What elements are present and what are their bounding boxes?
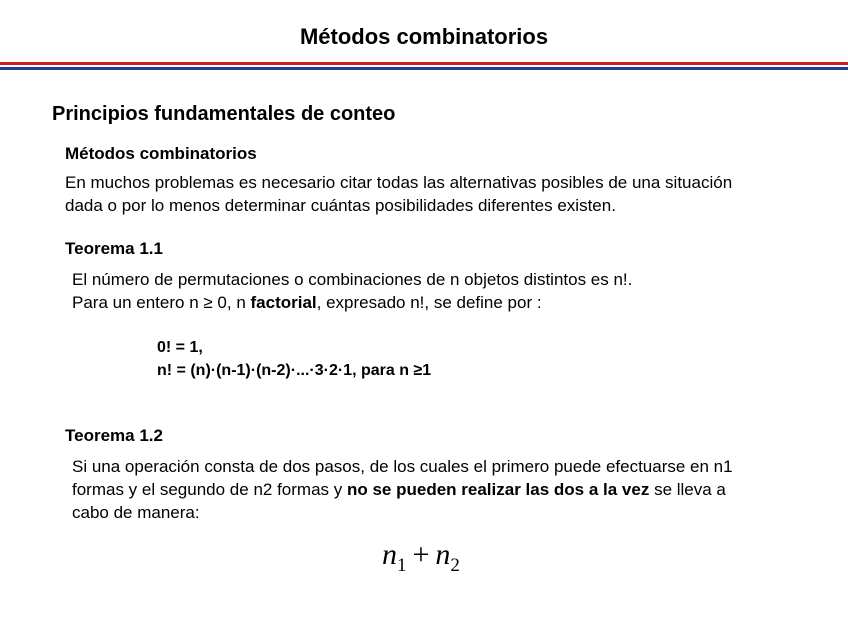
methods-line-1: En muchos problemas es necesario citar todas las alternativas posibles de una situación	[65, 173, 733, 192]
theorem-1-1-line-2-prefix: Para un entero n ≥ 0, n	[72, 293, 251, 312]
page-title: Métodos combinatorios	[299, 24, 549, 49]
formula-line-1: 0! = 1,	[157, 339, 203, 356]
theorem-1-2-emphasis: no se pueden realizar las dos a la vez	[346, 480, 650, 499]
theorem-1-2-line-1: Si una operación consta de dos pasos, de los cuales el primero puede efectuarse en n1	[72, 457, 733, 476]
methods-line-2: dada o por lo menos determinar cuántas posibilidades diferentes existen.	[65, 196, 616, 215]
theorem-1-2-heading: Teorema 1.2	[65, 426, 163, 445]
sum-formula	[382, 538, 460, 577]
methods-paragraph	[65, 171, 732, 217]
math-var-1: n	[382, 538, 397, 571]
factorial-term: factorial	[250, 293, 317, 312]
math-operator: +	[412, 538, 430, 571]
theorem-1-2-paragraph	[72, 455, 733, 524]
theorem-1-1-heading: Teorema 1.1	[65, 239, 163, 258]
factorial-formula	[157, 336, 431, 382]
methods-heading: Métodos combinatorios	[65, 144, 257, 163]
theorem-1-2-line-3: cabo de manera:	[72, 503, 200, 522]
math-sub-1: 1	[397, 555, 407, 576]
theorem-1-1-paragraph	[72, 268, 632, 314]
theorem-1-1-line-2-suffix: , expresado n!, se define por :	[316, 293, 542, 312]
theorem-1-2-line-2	[72, 478, 733, 501]
math-var-2: n	[435, 538, 451, 571]
section-title: Principios fundamentales de conteo	[52, 103, 396, 125]
theorem-1-2-line-2-prefix: formas y el segundo de n2 formas y	[72, 480, 347, 499]
theorem-1-1-line-1: El número de permutaciones o combinaciones de n objetos distintos es n!.	[72, 270, 633, 289]
header-rule-red	[0, 62, 848, 65]
theorem-1-2-line-2-suffix: se lleva a	[649, 480, 726, 499]
theorem-1-1-line-2	[72, 291, 632, 314]
formula-line-2: n! = (n)·(n-1)·(n-2)·...·3·2·1, para n ≥1	[157, 362, 432, 379]
header-rule-blue	[0, 67, 848, 70]
math-sub-2: 2	[450, 555, 460, 576]
